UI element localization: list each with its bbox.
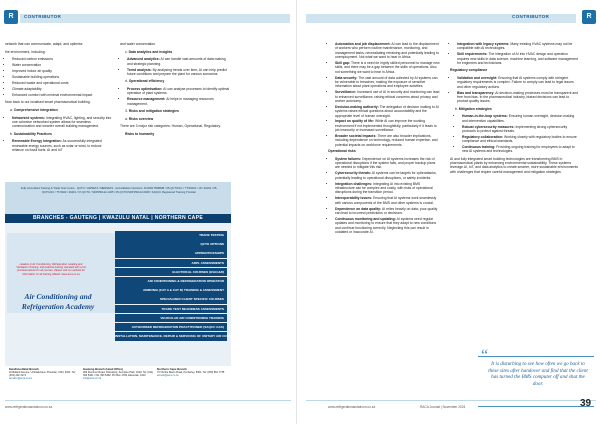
list-item: • Decision-making authority: The delegation of decision making to AI systems raises ethical questions about accountability and the appropriate level of human oversight. bbox=[335, 105, 440, 118]
sub-heading: Risks to humanity bbox=[125, 131, 155, 136]
text-column-3 bbox=[328, 42, 440, 237]
left-page bbox=[0, 0, 297, 424]
quote-mark-icon: “ bbox=[481, 347, 489, 364]
acra-advertisement[interactable] bbox=[5, 182, 256, 384]
integration-list bbox=[5, 116, 113, 129]
pull-quote bbox=[478, 347, 594, 407]
list-item: • Reduced carbon emissions bbox=[12, 57, 113, 61]
raca-logo-icon: R bbox=[582, 10, 596, 24]
ad-branches-banner: BRANCHES - GAUTENG | KWAZULU NATAL | NORTHERN CAPE bbox=[5, 214, 231, 223]
list-item: • Surveillance: Increased use of AI in security and monitoring can lead to enhanced surveillance, raising ethical concerns about privacy and worker autonomy. bbox=[335, 90, 440, 103]
list-item: • Skill gap: There is a need for highly skilled personnel to manage new skills, and there may be a gap between the skills of operations. Also not something we want to hear in Africa. bbox=[335, 61, 440, 74]
ad-course-list bbox=[115, 231, 256, 341]
list-item: • Resource management: AI helps in managing resources management. bbox=[127, 97, 232, 106]
list-item: • Water conservation bbox=[12, 63, 113, 67]
ad-course-item: TRADE TESTING bbox=[115, 231, 227, 240]
ad-course-item: VEHICULAR AIR CONDITIONING TRAINING bbox=[115, 314, 227, 323]
footer-url-left[interactable]: www.refrigerationandaircon.co.za bbox=[5, 405, 53, 409]
closing-paragraph: AI and fully integrated smart building technologies are transforming BMS in pharmaceutical plants by enhancing environmental sustainability. These systems leverage AI, IoT, and data analytics to create smarter, more sustainable environments with challenges that require careful management and mitigation strategies. bbox=[450, 156, 578, 174]
ad-course-item: QCTO OPTIONS bbox=[115, 240, 227, 249]
legacy-risks-list bbox=[450, 42, 580, 65]
raca-logo-icon: R bbox=[4, 10, 18, 24]
text-column-1 bbox=[5, 42, 113, 155]
list-item: • Cybersecurity threats: AI systems can be targets for cyberattacks, potentially leading to operational disruptions, or safety incidents. bbox=[335, 171, 440, 180]
ad-course-item: AIR CONDITIONING & REFRIGERATION OPERATOR bbox=[115, 277, 227, 286]
ad-course-item: ELECTRICAL COURSES (HVAC&R) bbox=[115, 268, 227, 277]
section-heading: d. Operational efficiency bbox=[125, 79, 165, 84]
list-item: • Integration challenges: Integrating AI into existing BMS infrastructure can be complex and costly, with risks of operational disruptions during the transition period. bbox=[335, 182, 440, 195]
page-number: 39 bbox=[580, 398, 592, 409]
section-heading: Regulatory compliance bbox=[450, 68, 488, 73]
text-column-2 bbox=[120, 42, 232, 139]
paragraph: Now back to our localised smart pharmaceutical building. bbox=[5, 100, 91, 105]
operational-risks-list bbox=[328, 157, 440, 234]
ad-course-item: ARPL ASSESSMENTS bbox=[115, 259, 227, 268]
list-item: • Robust cybersecurity measures: Implementing strong cybersecurity protocols to protect against threats. bbox=[462, 125, 580, 134]
ad-course-item: AMMONIA (CAT A & CAT B) TRAINING & ASSESSMENT bbox=[115, 286, 227, 295]
magazine-issue: RACA Journal | November 2024 bbox=[420, 405, 466, 409]
list-item: • Human-in-the-loop systems: Ensuring human oversight, decision making and intervention capabilities. bbox=[462, 114, 580, 123]
list-item: • Impact on quality of life: While AI can improve the working environment if not implemented thoughtfully, particularly if it leads to job insecurity or increased surveillance. bbox=[335, 119, 440, 132]
list-item: • Advanced analytics: AI can handle vast amounts of data making and strategic planning. bbox=[127, 57, 232, 66]
list-item: • Sustainable building operations bbox=[12, 75, 113, 79]
list-item: • Dependence on data quality: AI relies heavily on data; poor quality can lead to incorrect predictions or decisions. bbox=[335, 207, 440, 216]
list-item: • System failures: Dependence on AI systems increases the risk of operational disruptions if the system fails, and proper backup plans are needed to mitigate this risk. bbox=[335, 157, 440, 170]
section-heading: b. Sustainability Practices bbox=[10, 131, 52, 136]
list-item: • Broader societal impacts: There are also broader implications, including dependence on technology, reduced human expertise, and potential impacts on workforce requirements. bbox=[335, 134, 440, 147]
list-item: • Bias and transparency: AI decision-making processes must be transparent and free from bias. In the pharmaceutical industry, biased decisions can lead to product quality issues. bbox=[457, 91, 580, 104]
ad-course-item: AUTHORISED REFRIGERATION PRACTITIONER (SAQCC GAS) bbox=[115, 323, 227, 332]
section-heading: c. Data analytics and insights bbox=[125, 49, 173, 54]
footer-url-right[interactable]: www.refrigerationandaircon.co.za bbox=[328, 405, 376, 409]
list-item: • Networked systems: Integrating HVAC, lighting, and security into one cohesive networked system allows for seamless communication and smarter overall building management. bbox=[12, 116, 113, 129]
benefits-list bbox=[5, 57, 113, 97]
list-item: • Trend analysis: By analysing trends over time, AI can help predict future conditions and prepare the plant for various scenarios. bbox=[127, 68, 232, 77]
list-item: • Automation and job displacement: AI can lead to the displacement of workers who perform routine maintenance, monitoring, and management tasks, necessitating retraining and potentially leading to unemployment. Not what we want to hear in Africa. bbox=[335, 42, 440, 59]
sustainability-list bbox=[5, 139, 113, 152]
list-item: • Continuous training: Providing ongoing training for employees to adapt to new AI systems and technologies. bbox=[462, 145, 580, 154]
list-item: • Skill requirements: The integration of AI into HVAC design and operation requires new skills in data science, machine learning, and software management for engineers and technicians. bbox=[457, 52, 580, 65]
section-label-right: CONTRIBUTOR bbox=[512, 14, 550, 19]
section-heading: a. Comprehensive integration bbox=[10, 107, 58, 112]
regulatory-list bbox=[450, 76, 580, 104]
ad-branch-gauteng: Gauteng Branch (Head Office) 282 Klemmer Road, Chloorkop, Kempton Park, 1619. Tel: (011) 393 5461 / 011 393 5462. PO Box 1709, Edenvale, 1610 info@acra.co.za bbox=[83, 367, 154, 380]
list-item: • Climate adaptability bbox=[12, 87, 113, 91]
ad-branch-contacts bbox=[5, 366, 231, 384]
paragraph: There are 3 major risk categories: Human, Operational, Regulatory. bbox=[120, 124, 221, 129]
pull-quote-text: It is disturbing to see how often we go back to these sites after handover and find that the client has turned the BMS computer off and shut the door. bbox=[488, 361, 588, 387]
list-item: • Improved indoor air quality bbox=[12, 69, 113, 73]
list-item: • Renewable Energy Integration: As successfully integrated renewable energy sources, such as solar or wind, to reduce reliance on fossil fuels. AI and IoT bbox=[12, 139, 113, 152]
ad-course-item: APPRENTICESHIPS bbox=[115, 249, 227, 258]
footer-rule-left bbox=[5, 400, 291, 401]
paragraph: and water conservation. bbox=[120, 42, 156, 46]
ad-brand-blurb: Leaders in Air Conditioning, Refrigeration, Heating and Ventilation Training. International training standard with a full practical element to all courses. Please visit our website for information on all training offered. www.acra.co.za bbox=[16, 263, 86, 276]
mitigation-list bbox=[450, 114, 580, 154]
sub-heading: a. Risks overview bbox=[125, 116, 154, 121]
list-item: • Process optimisation: AI can analyse processes to identify optimal operation of plant systems. bbox=[127, 87, 232, 96]
analytics-list bbox=[120, 57, 232, 76]
human-risks-list bbox=[328, 42, 440, 147]
list-item: • Interoperability issues: Ensuring that AI systems work seamlessly with various components of the BMS and other systems is crucial. bbox=[335, 196, 440, 205]
list-item: • Enhanced comfort with minimal environmental impact bbox=[12, 93, 113, 97]
section-heading: 3. Risks and mitigation strategies bbox=[125, 108, 179, 113]
list-item: • Integration with legacy systems: Many existing HVAC systems may not be compatible with AI technologies. bbox=[457, 42, 580, 51]
list-item: • Validation and oversight: Ensuring that AI systems comply with stringent regulatory requirements is complex. Failure to comply can lead to legal issues and other regulatory actions. bbox=[457, 76, 580, 89]
paragraph: network that can communicate, adapt, and optimise bbox=[5, 42, 83, 46]
section-label-left: CONTRIBUTOR bbox=[24, 14, 62, 19]
ad-course-item: INSTALLATION, MAINTENANCE, REPAIR & SERVICING OF UNITARY AIR CONDITIONING UNITS bbox=[115, 332, 227, 341]
ad-branch-northern-cape: Northern Cape Branch 70 Old De Beers Road, Kimberley, 8301. Tel: (053) 861 7735 acrank@acra.co.za bbox=[157, 367, 225, 377]
efficiency-list bbox=[120, 87, 232, 106]
ad-course-item: TRADE TEST READINESS ASSESSMENTS bbox=[115, 305, 227, 314]
ad-brand-title: Air Conditioning and Refrigeration Academy bbox=[21, 292, 95, 311]
list-item: • Continuous monitoring and updating: AI systems need regular updates and monitoring to ensure that they adapt to new conditions and continue functioning correctly. Neglecting this can result in outdated or inaccurate AI. bbox=[335, 217, 440, 234]
text-column-4 bbox=[450, 42, 580, 177]
ad-course-item: SPECIALISED CLIENT SPECIFIC COURSES bbox=[115, 295, 227, 304]
list-item: • Regulatory collaboration: Working closely with regulatory bodies to ensure compliance and ethical standards. bbox=[462, 135, 580, 144]
ad-branch-kzn: KwaZulu-Natal Branch 10 Bollard Avenue, Umhlatuzana, Pinetown, KZN, 4001. Tel: (031) 202 3174 acrakzn@acra.co.za bbox=[9, 367, 76, 380]
ad-accreditation-text: Fully Accredited Training & Trade Test Centre - QCTO / HWSETA / MERSETA - Accreditation Numbers: AC0001759MMB / 05-QCTO/AC / TT/29022 / 18 / 21062 / 05-QCTO/AC / TT/2022 / 26419 / 07-QCTO / SDP250122-1325 / 05-QCTO/SDP150122-0928 / SAQCC Registered Training Provider bbox=[20, 187, 218, 194]
section-heading: Operational risks bbox=[328, 149, 356, 154]
section-heading: b. Mitigation strategies bbox=[455, 106, 492, 111]
list-item: • Reduced waste and operational costs bbox=[12, 81, 113, 85]
paragraph: the environment, including: bbox=[5, 49, 46, 54]
list-item: • Data security: The vast amount of data collected by AI systems can be vulnerable to breaches, making the exposure of sensitive information about plant operations and employee activities. bbox=[335, 76, 440, 89]
